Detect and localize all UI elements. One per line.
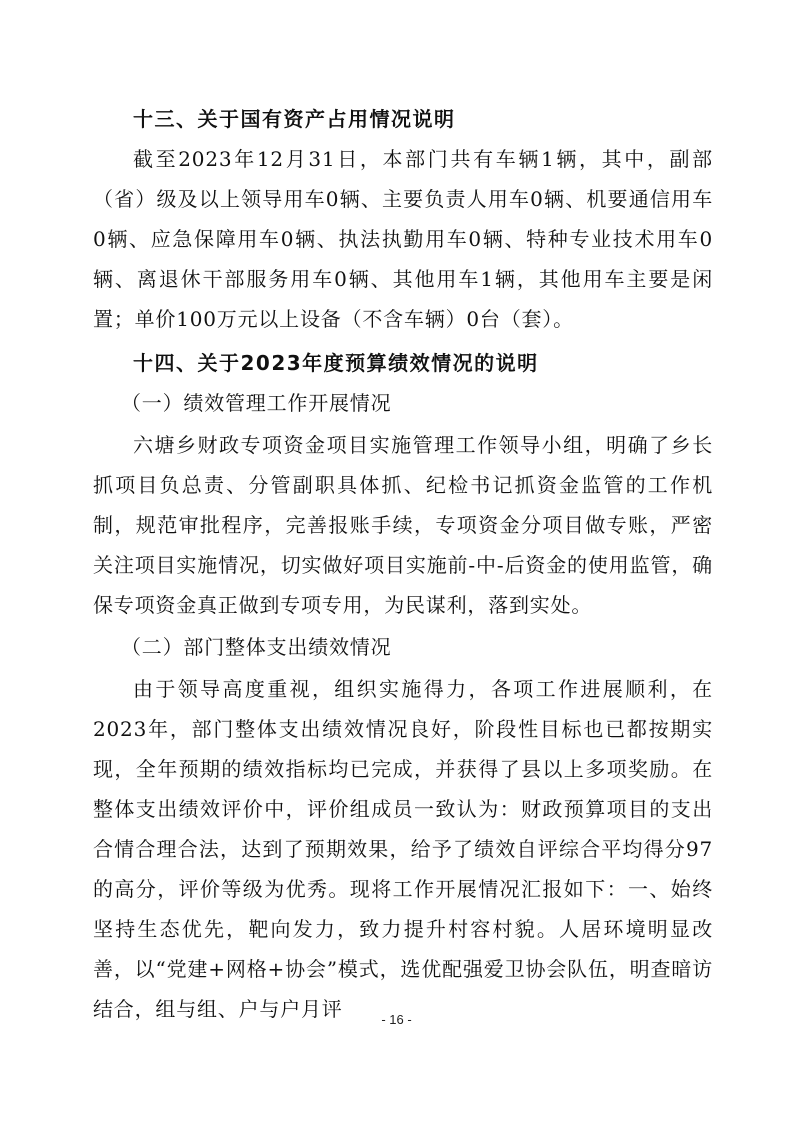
section-13-paragraph: 截至2023年12月31日，本部门共有车辆1辆，其中，副部（省）级及以上领导用车0辆、主要负责人用车0辆、机要通信用车0辆、应急保障用车0辆、执法执勤用车0辆、特种专业技术用车0辆、离退休干部服务用车0辆、其他用车1辆，其他用车主要是闲置；单价100万元以上设备（不含车辆）0台（套）。 [93,147,713,331]
section-14-heading: 十四、关于2023年度预算绩效情况的说明 [133,351,539,375]
subsection-1-title: （一）绩效管理工作开展情况 [121,391,392,415]
subsection-2-title: （二）部门整体支出绩效情况 [121,635,392,659]
page-number: - 16 - [381,1012,412,1027]
subsection-1-paragraph: 六塘乡财政专项资金项目实施管理工作领导小组，明确了乡长抓项目负总责、分管副职具体抓、纪检书记抓资金监管的工作机制，规范审批程序，完善报账手续，专项资金分项目做专账，严密关注项目实施情况，切实做好项目实施前-中-后资金的使用监管，确保专项资金真正做到专项专用，为民谋利，落到实处。 [93,433,713,617]
page-content [93,99,713,1029]
subsection-2-paragraph: 由于领导高度重视，组织实施得力，各项工作进展顺利，在2023年，部门整体支出绩效情况良好，阶段性目标也已都按期实现，全年预期的绩效指标均已完成，并获得了县以上多项奖励。在整体支出绩效评价中，评价组成员一致认为：财政预算项目的支出合情合理合法，达到了预期效果，给予了绩效自评综合平均得分97的高分，评价等级为优秀。现将工作开展情况汇报如下：一、始终坚持生态优先，靶向发力，致力提升村容村貌。人居环境明显改善，以“党建+网格+协会”模式，选优配强爱卫协会队伍，明查暗访结合，组与组、户与户月评 [93,677,713,1021]
section-13-heading: 十三、关于国有资产占用情况说明 [133,107,456,131]
